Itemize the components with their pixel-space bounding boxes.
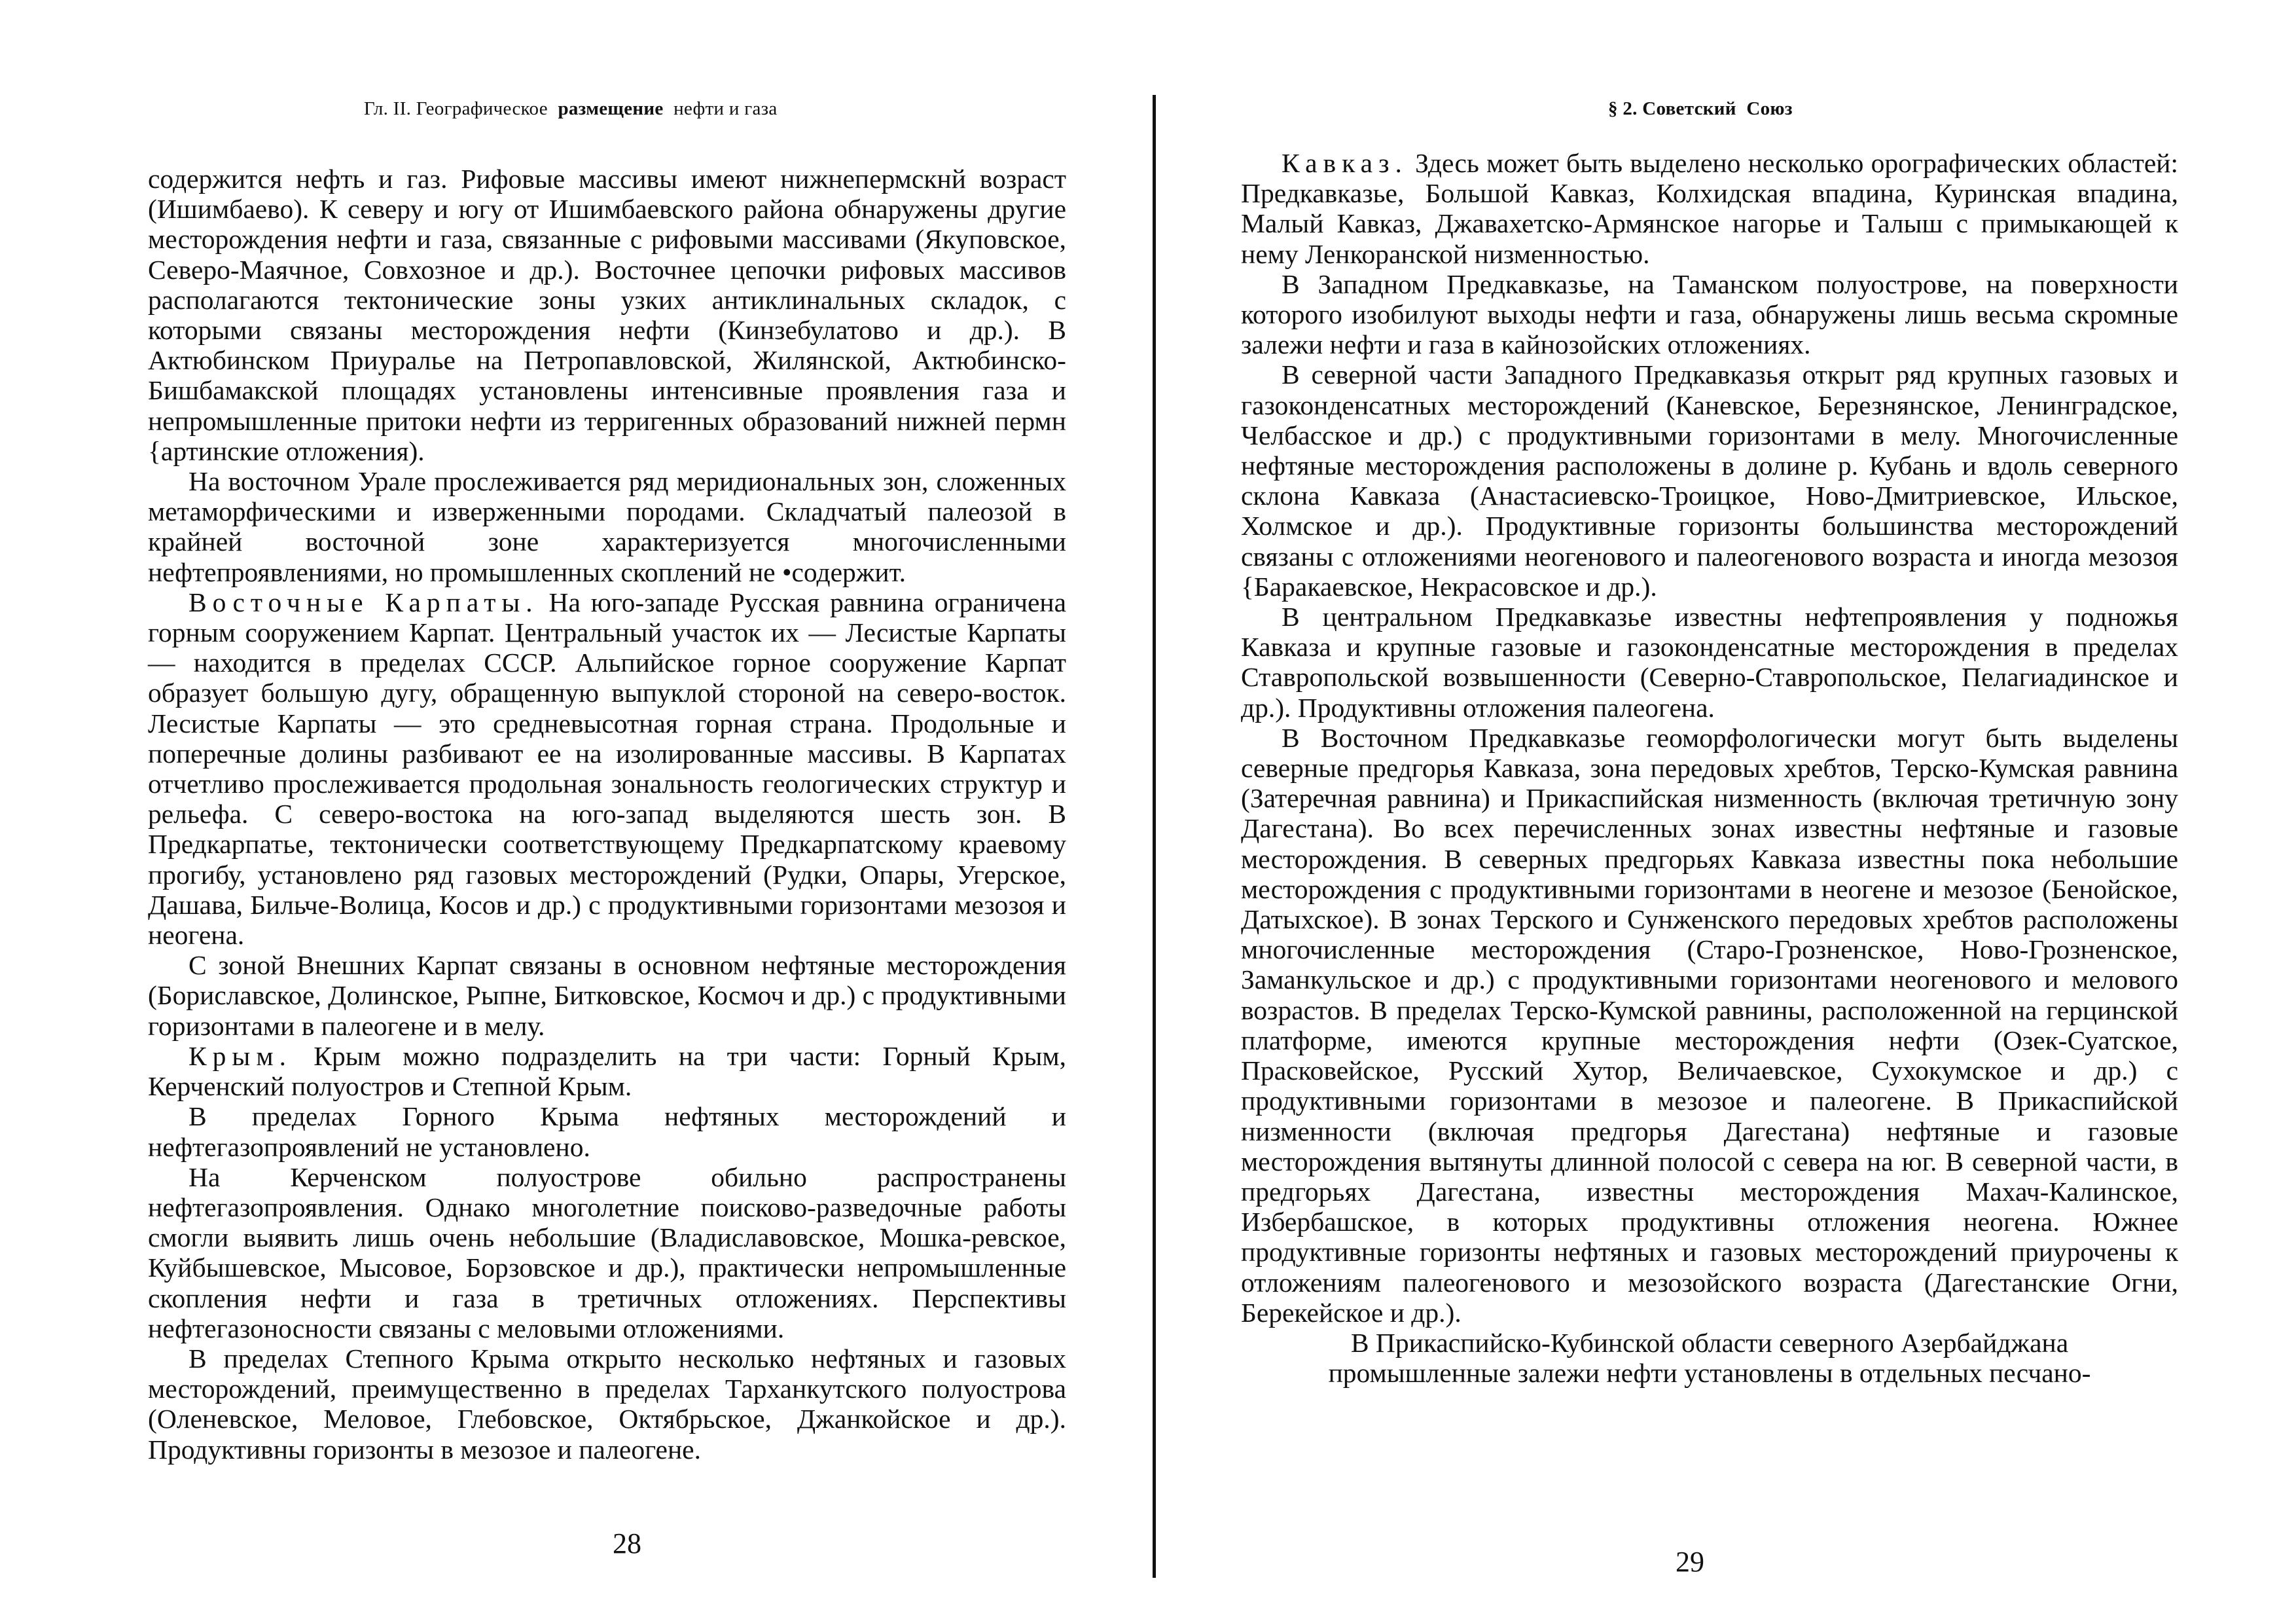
page-number-right: 29: [1676, 1546, 1704, 1578]
paragraph: [1241, 148, 2178, 269]
running-head-chapter: Гл. II. Географическое: [364, 98, 548, 119]
paragraph: В Восточном Предкавказье геоморфологически могут быть выделены северные предгорья Кавказа, зона передовых хребтов, Терско-Кумская равнина (Затеречная равнина) и Прикаспийская низменность (включая третичную зону Дагестана). Во всех перечисленных зонах известны нефтяные и газовые месторождения. В северных предгорьях Кавказа известны пока небольшие месторождения с продуктивными горизонтами в неогене и мезозое (Бенойское, Датыхское). В зонах Терского и Сунженского передовых хребтов расположены многочисленные месторождения (Старо-Грозненское, Ново-Грозненское, Заманкульское и др.) с продуктивными горизонтами неогенового и мелового возрастов. В пределах Терско-Кумской равнины, расположенной на герцинской платформе, имеются крупные месторождения нефти (Озек-Суатское, Прасковейское, Русский Хутор, Величаевское, Сухокумское и др.) с продуктивными горизонтами в мезозое и палеогене. В Прикаспийской низменности (включая предгорья Дагестана) нефтяные и газовые месторождения вытянуты длинной полосой с севера на юг. В северной части, в предгорьях Дагестана, известны месторождения Махач-Калинское, Избербашское, в которых продуктивны отложения неогена. Южнее продуктивные горизонты нефтяных и газовых месторождений приурочены к отложениям палеогенового и мезозойского возраста (Дагестанские Огни, Берекейское и др.).: [1241, 722, 2178, 1328]
page-number-left: 28: [613, 1527, 641, 1559]
paragraph: содержится нефть и газ. Рифовые массивы имеют нижнепермскнй возраст (Ишимбаево). К северу и югу от Ишимбаевского района обнаружены другие месторождения нефти и газа, связанные с рифовыми массивами (Якуповское, Северо-Маячное, Совхозное и др.). Восточнее цепочки рифовых массивов располагаются тектонические зоны узких антиклинальных складок, с которыми связаны месторождения нефти (Кинзебулатово и др.). В Актюбинском Приуралье на Петропавловской, Жилянской, Актюбинско-Бишбамакской площадях установлены интенсивные проявления газа и непромышленные притоки нефти из терригенных образований нижней пермн {артинские отложения).: [148, 164, 1066, 466]
paragraph: В Прикаспийско-Кубинской области северного Азербайджана промышленные залежи нефти установлены в отдельных песчано-: [1328, 1327, 2091, 1389]
running-head-title: Союз: [1746, 98, 1793, 119]
running-head-topic: нефти и газа: [673, 98, 778, 119]
paragraph: С зоной Внешних Карпат связаны в основном нефтяные месторождения (Бориславское, Долинское, Рыпне, Битковское, Космоч и др.) с продуктивными горизонтами в палеогене и в мелу.: [148, 950, 1066, 1041]
running-head-emphasis: размещение: [558, 98, 664, 119]
left-page: [0, 0, 1145, 1623]
right-page: [1157, 0, 2296, 1623]
running-head-left: [364, 98, 783, 120]
paragraph: [148, 587, 1066, 950]
paragraph: В пределах Горного Крыма нефтяных месторождений и нефтегазопроявлений не установлено.: [148, 1101, 1066, 1162]
paragraph: В Западном Предкавказье, на Таманском полуострове, на поверхности которого изобилуют выходы нефти и газа, обнаружены лишь весьма скромные залежи нефти и газа в кайнозойских отложениях.: [1241, 268, 2178, 360]
section-lead-word: Кавказ.: [1282, 148, 1408, 178]
paragraph-text: Здесь может быть выделено несколько орографических областей: Предкавказье, Большой Кавказ, Колхидская впадина, Куринская впадина, Малый Кавказ, Джавахетско-Армянское нагорье и Талыш с примыкающей к нему Ленкоранской низменностью.: [1241, 148, 2179, 269]
running-head-section: § 2. Советский: [1608, 98, 1736, 119]
paragraph-text: Крым можно подразделить на три части: Горный Крым, Керченский полуостров и Степной Крым.: [148, 1040, 1066, 1102]
paragraph: В пределах Степного Крыма открыто несколько нефтяных и газовых месторождений, преимущественно в пределах Тарханкутского полуострова (Оленевское, Меловое, Глебовское, Октябрьское, Джанкойское и др.). Продуктивны горизонты в мезозое и палеогене.: [148, 1343, 1066, 1465]
paragraph: В центральном Предкавказье известны нефтепроявления у подножья Кавказа и крупные газовые и газоконденсатные месторождения в пределах Ставропольской возвышенности (Северно-Ставропольское, Пелагиадинское и др.). Продуктивны отложения палеогена.: [1241, 602, 2178, 723]
paragraph: На Керченском полуострове обильно распространены нефтегазопроявления. Однако многолетние поисково-разведочные работы смогли выявить лишь очень небольшие (Владиславовское, Мошка-ревское, Куйбышевское, Мысовое, Борзовское и др.), практически непромышленные скопления нефти и газа в третичных отложениях. Перспективы нефтегазоносности связаны с меловыми отложениями.: [148, 1161, 1066, 1343]
page-gutter-divider: [1153, 95, 1156, 1578]
paragraph: В северной части Западного Предкавказья открыт ряд крупных газовых и газоконденсатных месторождений (Каневское, Березнянское, Ленинградское, Челбасское и др.) с продуктивными горизонтами в мелу. Многочисленные нефтяные месторождения расположены в долине р. Кубань и вдоль северного склона Кавказа (Анастасиевско-Троицкое, Ново-Дмитриевское, Ильское, Холмское и др.). Продуктивные горизонты большинства месторождений связаны с отложениями неогенового и палеогенового возраста и иногда мезозоя {Баракаевское, Некрасовское и др.).: [1241, 359, 2178, 602]
section-lead-word: Крым.: [188, 1040, 292, 1071]
right-body-text: [1241, 148, 2178, 1388]
paragraph: [148, 1041, 1066, 1101]
left-body-text: [148, 164, 1066, 1465]
section-lead-word: Восточные Карпаты.: [188, 587, 539, 617]
running-head-right: [1608, 98, 1798, 120]
paragraph: На восточном Урале прослеживается ряд меридиональных зон, сложенных метаморфическими и изверженными породами. Складчатый палеозой в крайней восточной зоне характеризуется многочисленными нефтепроявлениями, но промышленных скоплений не •содержит.: [148, 466, 1066, 587]
paragraph-text: На юго-западе Русская равнина ограничена горным сооружением Карпат. Центральный участок их — Лесистые Карпаты — находится в пределах СССР. Альпийское горное сооружение Карпат образует большую дугу, обращенную выпуклой стороной на северо-восток. Лесистые Карпаты — это средневысотная горная страна. Продольные и поперечные долины разбивают ее на изолированные массивы. В Карпатах отчетливо прослеживается продольная зональность геологических структур и рельефа. С северо-востока на юго-запад выделяются шесть зон. В Предкарпатье, тектонически соответствующему Предкарпатскому краевому прогибу, установлено ряд газовых месторождений (Рудки, Опары, Угерское, Дашава, Бильче-Волица, Косов и др.) с продуктивными горизонтами мезозоя и неогена.: [148, 587, 1066, 951]
